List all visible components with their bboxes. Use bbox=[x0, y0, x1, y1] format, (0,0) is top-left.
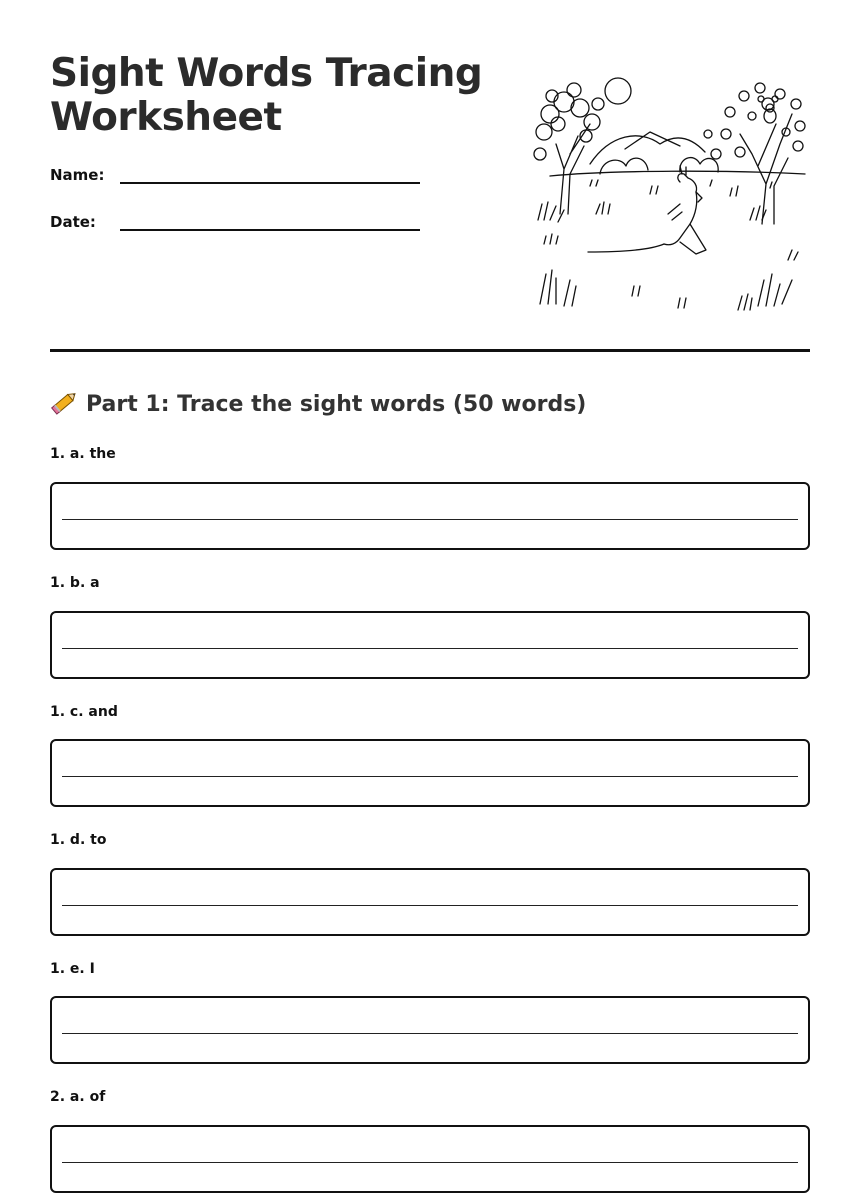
name-write-line[interactable] bbox=[120, 182, 420, 184]
trace-guide-line bbox=[62, 1162, 798, 1163]
title-line-2: Worksheet bbox=[50, 95, 282, 140]
date-write-line[interactable] bbox=[120, 229, 420, 231]
pencil-icon bbox=[50, 389, 80, 415]
item-label: 1. c. and bbox=[50, 704, 118, 720]
name-field[interactable] bbox=[50, 166, 420, 190]
item-label: 1. e. I bbox=[50, 961, 95, 977]
title-line-1: Sight Words Tracing bbox=[50, 51, 483, 96]
date-field[interactable] bbox=[50, 213, 420, 237]
trace-box[interactable] bbox=[50, 868, 810, 936]
trace-box[interactable] bbox=[50, 611, 810, 679]
item-label: 1. d. to bbox=[50, 832, 107, 848]
worksheet-page bbox=[50, 0, 810, 1161]
part-1-heading bbox=[50, 389, 586, 419]
name-label: Name: bbox=[50, 166, 105, 184]
item-label: 2. a. of bbox=[50, 1089, 106, 1105]
item-label: 1. a. the bbox=[50, 446, 116, 462]
date-label: Date: bbox=[50, 213, 96, 231]
trace-box[interactable] bbox=[50, 482, 810, 550]
trace-guide-line bbox=[62, 648, 798, 649]
trace-box[interactable] bbox=[50, 739, 810, 807]
trace-guide-line bbox=[62, 1033, 798, 1034]
trace-box[interactable] bbox=[50, 996, 810, 1064]
trace-guide-line bbox=[62, 905, 798, 906]
trace-guide-line bbox=[62, 519, 798, 520]
trace-guide-line bbox=[62, 776, 798, 777]
item-label: 1. b. a bbox=[50, 575, 100, 591]
page-title bbox=[50, 52, 490, 140]
section-divider bbox=[50, 349, 810, 352]
part-1-heading-text: Part 1: Trace the sight words (50 words) bbox=[86, 392, 587, 417]
outback-scene-illustration bbox=[530, 74, 810, 316]
trace-box[interactable] bbox=[50, 1125, 810, 1193]
